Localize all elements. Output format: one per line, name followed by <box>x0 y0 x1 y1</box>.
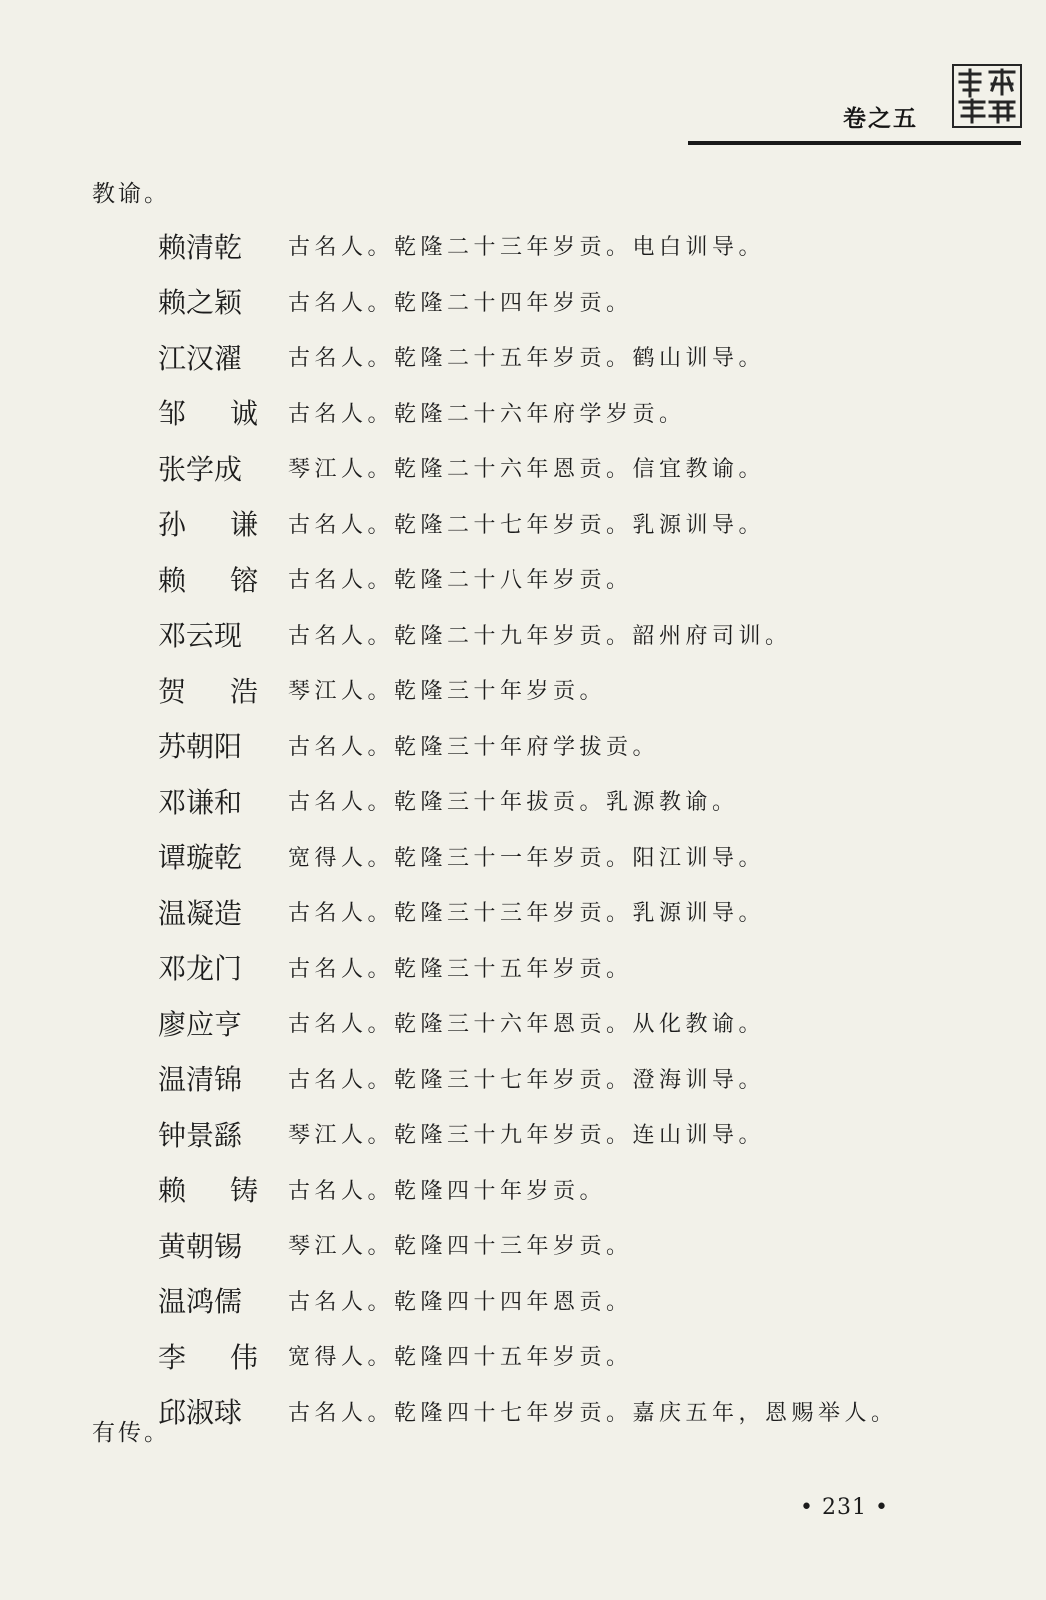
list-item <box>158 1273 1018 1329</box>
list-item <box>158 1328 1018 1384</box>
entry-name: 黄朝锡 <box>158 1229 243 1263</box>
entry-description: 琴江人。乾隆二十六年恩贡。信宜教谕。 <box>288 457 766 483</box>
entry-description: 宽得人。乾隆三十一年岁贡。阳江训导。 <box>288 845 766 871</box>
list-item <box>158 496 1018 552</box>
entry-name: 谭璇乾 <box>158 841 243 875</box>
entry-name: 赖清乾 <box>158 230 243 264</box>
list-item <box>158 773 1018 829</box>
name-char: 镕 <box>229 563 258 597</box>
entry-name <box>158 670 258 710</box>
entry-description: 古名人。乾隆三十七年岁贡。澄海训导。 <box>288 1067 766 1093</box>
list-item <box>158 1051 1018 1107</box>
entry-name: 邓云现 <box>158 619 243 653</box>
entry-description: 琴江人。乾隆四十三年岁贡。 <box>288 1234 633 1260</box>
entry-description: 古名人。乾隆四十四年恩贡。 <box>288 1289 633 1315</box>
entry-description: 古名人。乾隆二十七年岁贡。乳源训导。 <box>288 512 766 538</box>
entry-description: 琴江人。乾隆三十年岁贡。 <box>288 679 607 705</box>
entry-description: 古名人。乾隆三十年拔贡。乳源教谕。 <box>288 790 739 816</box>
list-item <box>158 884 1018 940</box>
entry-description: 古名人。乾隆二十三年岁贡。电白训导。 <box>288 235 766 261</box>
entry-description: 古名人。乾隆二十五年岁贡。鹤山训导。 <box>288 346 766 372</box>
list-item <box>158 1384 1018 1440</box>
entry-description: 古名人。乾隆二十四年岁贡。 <box>288 290 633 316</box>
entry-name <box>158 1336 258 1376</box>
entry-name: 邓谦和 <box>158 785 243 819</box>
entry-name: 邓龙门 <box>158 952 243 986</box>
list-item <box>158 718 1018 774</box>
entry-name: 温凝造 <box>158 896 243 930</box>
entry-name <box>158 503 258 543</box>
list-item <box>158 995 1018 1051</box>
name-char: 孙 <box>158 508 187 542</box>
continued-line: 教谕。 <box>92 181 170 207</box>
name-char: 浩 <box>229 674 258 708</box>
list-item <box>158 440 1018 496</box>
name-char: 贺 <box>158 674 187 708</box>
list-item <box>158 1217 1018 1273</box>
list-item <box>158 551 1018 607</box>
list-item <box>158 1106 1018 1162</box>
list-item <box>158 385 1018 441</box>
entry-description: 琴江人。乾隆三十九年岁贡。连山训导。 <box>288 1123 766 1149</box>
entry-description: 古名人。乾隆四十七年岁贡。嘉庆五年，恩赐举人。 <box>288 1400 898 1426</box>
entry-name: 江汉濯 <box>158 341 243 375</box>
entry-name <box>158 1169 258 1209</box>
entry-description: 古名人。乾隆三十年府学拔贡。 <box>288 734 660 760</box>
list-item <box>158 940 1018 996</box>
entry-description: 古名人。乾隆二十九年岁贡。韶州府司训。 <box>288 623 792 649</box>
list-item <box>158 329 1018 385</box>
entry-description: 古名人。乾隆二十六年府学岁贡。 <box>288 401 686 427</box>
entry-name: 邱淑球 <box>158 1396 243 1430</box>
entry-name <box>158 559 258 599</box>
entry-name: 钟景繇 <box>158 1118 243 1152</box>
chapter-label: 卷之五 <box>843 106 918 132</box>
name-char: 谦 <box>229 508 258 542</box>
entry-description: 古名人。乾隆二十八年岁贡。 <box>288 568 633 594</box>
list-item <box>158 662 1018 718</box>
entry-name: 温清锦 <box>158 1063 243 1097</box>
entry-description: 古名人。乾隆三十五年岁贡。 <box>288 956 633 982</box>
list-item <box>158 1162 1018 1218</box>
entry-name: 廖应亨 <box>158 1007 243 1041</box>
list-item <box>158 218 1018 274</box>
name-char: 伟 <box>229 1340 258 1374</box>
list-item <box>158 274 1018 330</box>
entry-list <box>158 218 1018 1439</box>
entry-name: 赖之颖 <box>158 286 243 320</box>
header-rule <box>688 141 1021 145</box>
name-char: 诚 <box>229 397 258 431</box>
seal-logo <box>950 62 1024 130</box>
entry-name: 苏朝阳 <box>158 730 243 764</box>
name-char: 铸 <box>229 1174 258 1208</box>
closing-line: 有传。 <box>92 1420 170 1446</box>
entry-description: 古名人。乾隆三十六年恩贡。从化教谕。 <box>288 1012 766 1038</box>
list-item <box>158 607 1018 663</box>
entry-name: 张学成 <box>158 452 243 486</box>
list-item <box>158 829 1018 885</box>
entry-description: 古名人。乾隆三十三年岁贡。乳源训导。 <box>288 901 766 927</box>
name-char: 李 <box>158 1340 187 1374</box>
name-char: 邹 <box>158 397 187 431</box>
name-char: 赖 <box>158 563 187 597</box>
page-number: • 231 • <box>800 1495 889 1520</box>
entry-description: 古名人。乾隆四十年岁贡。 <box>288 1178 607 1204</box>
name-char: 赖 <box>158 1174 187 1208</box>
entry-name: 温鸿儒 <box>158 1285 243 1319</box>
entry-name <box>158 392 258 432</box>
entry-description: 宽得人。乾隆四十五年岁贡。 <box>288 1345 633 1371</box>
